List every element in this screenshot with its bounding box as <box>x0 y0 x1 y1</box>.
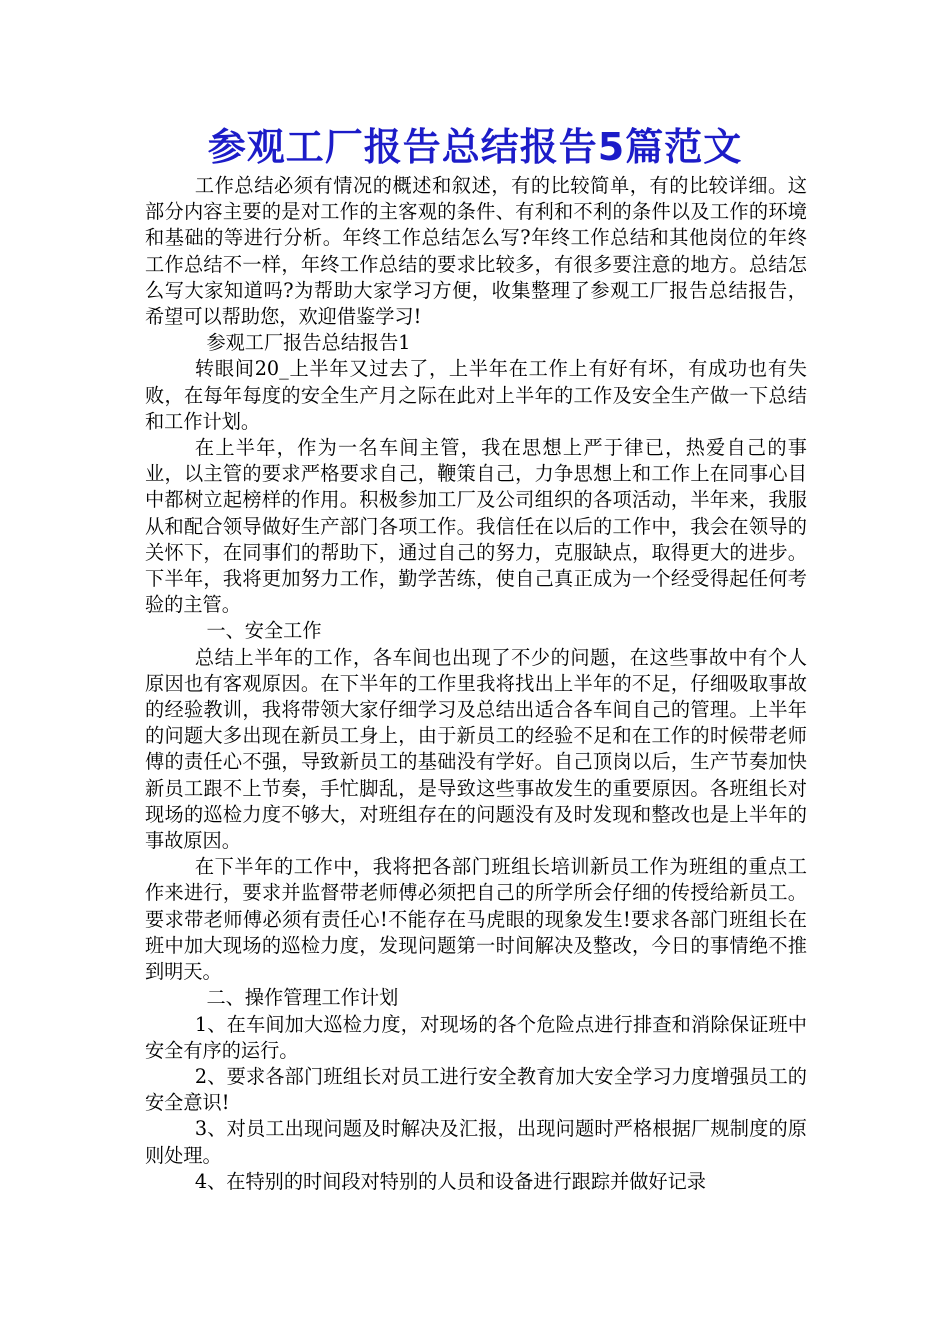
list-item: 4、在特别的时间段对特别的人员和设备进行跟踪并做好记录 <box>194 1169 706 1193</box>
document-title: 参观工厂报告总结报告5篇范文 <box>207 125 743 169</box>
document-body <box>145 173 807 1195</box>
list-item: 3、对员工出现问题及时解决及汇报，出现问题时严格根据厂规制度的原则处理。 <box>145 1117 807 1167</box>
body-paragraph: 在上半年，作为一名车间主管，我在思想上严于律已，热爱自己的事业，以主管的要求严格要求自己，鞭策自己，力争思想上和工作上在同事心目中都树立起榜样的作用。积极参加工厂及公司组织的各项活动，半年来，我服从和配合领导做好生产部门各项工作。我信任在以后的工作中，我会在领导的关怀下，在同事们的帮助下，通过自己的努力，克服缺点，取得更大的进步。下半年，我将更加努力工作，勤学苦练，使自己真正成为一个经受得起任何考验的主管。 <box>145 436 807 617</box>
body-paragraph: 转眼间20_上半年又过去了，上半年在工作上有好有坏，有成功也有失败，在每年每度的安全生产月之际在此对上半年的工作及安全生产做一下总结和工作计划。 <box>145 357 807 433</box>
section-heading: 二、操作管理工作计划 <box>206 986 399 1010</box>
intro-paragraph: 工作总结必须有情况的概述和叙述，有的比较简单，有的比较详细。这部分内容主要的是对工作的主客观的条件、有利和不利的条件以及工作的环境和基础的等进行分析。年终工作总结怎么写?年终工作总结和其他岗位的年终工作总结不一样，年终工作总结的要求比较多，有很多要注意的地方。总结怎么写大家知道吗?为帮助大家学习方便，收集整理了参观工厂报告总结报告，希望可以帮助您，欢迎借鉴学习! <box>145 174 807 329</box>
body-paragraph: 总结上半年的工作，各车间也出现了不少的问题，在这些事故中有个人原因也有客观原因。在下半年的工作里我将找出上半年的不足，仔细吸取事故的经验教训，我将带领大家仔细学习及总结出适合各车间自己的管理。上半年的问题大多出现在新员工身上，由于新员工的经验不足和在工作的时候带老师傅的责任心不强，导致新员工的基础没有学好。自己顶岗以后，生产节奏加快新员工跟不上节奏，手忙脚乱，是导致这些事故发生的重要原因。各班组长对现场的巡检力度不够大，对班组存在的问题没有及时发现和整改也是上半年的事故原因。 <box>145 645 807 853</box>
body-paragraph: 在下半年的工作中，我将把各部门班组长培训新员工作为班组的重点工作来进行，要求并监督带老师傅必须把自己的所学所会仔细的传授给新员工。要求带老师傅必须有责任心!不能存在马虎眼的现象发生!要求各部门班组长在班中加大现场的巡检力度，发现问题第一时间解决及整改，今日的事情绝不推到明天。 <box>145 855 807 984</box>
list-item: 2、要求各部门班组长对员工进行安全教育加大安全学习力度增强员工的安全意识! <box>145 1064 807 1115</box>
list-item: 1、在车间加大巡检力度，对现场的各个危险点进行排查和消除保证班中安全有序的运行。 <box>145 1012 807 1062</box>
section-heading: 一、安全工作 <box>206 619 322 643</box>
section-heading: 参观工厂报告总结报告1 <box>206 331 411 355</box>
